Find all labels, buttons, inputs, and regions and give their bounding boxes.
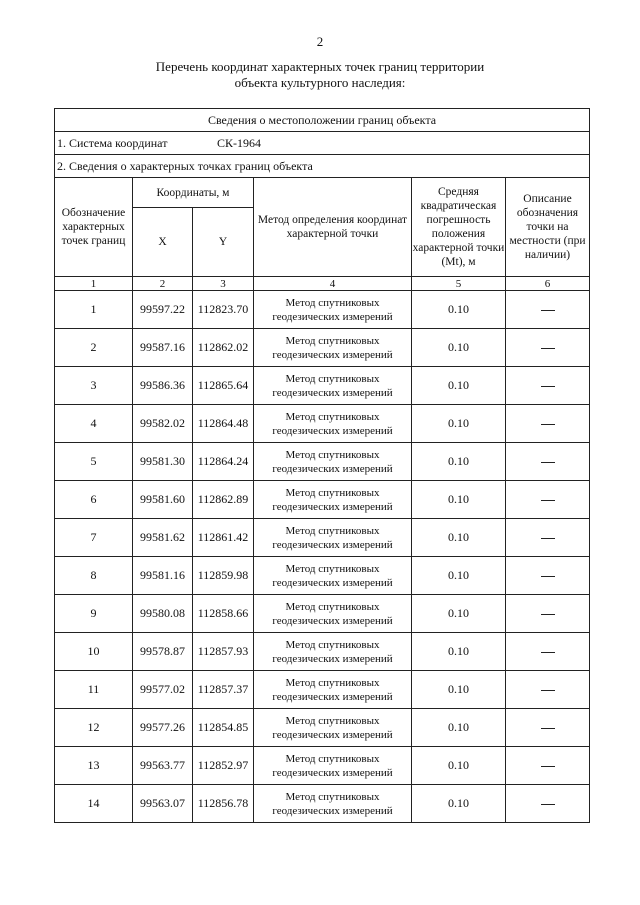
coordinate-system-row [55, 132, 590, 155]
coord-x: 99581.62 [133, 519, 193, 557]
dash-icon [541, 804, 555, 805]
coord-x: 99597.22 [133, 291, 193, 329]
method-cell [254, 709, 412, 747]
column-number: 4 [254, 277, 412, 291]
coord-x: 99563.77 [133, 747, 193, 785]
point-number: 9 [55, 595, 133, 633]
coord-x: 99581.60 [133, 481, 193, 519]
point-number: 5 [55, 443, 133, 481]
dash-icon [541, 386, 555, 387]
point-number: 13 [55, 747, 133, 785]
method-line-1: Метод спутниковых [285, 562, 380, 575]
title-line-1: Перечень координат характерных точек границ территории [155, 59, 485, 74]
page-number: 2 [316, 34, 324, 49]
dash-icon [541, 500, 555, 501]
coord-y: 112823.70 [193, 291, 254, 329]
mean-square-error: 0.10 [412, 519, 506, 557]
method-line-2: геодезических измерений [272, 310, 393, 323]
method-line-2: геодезических измерений [272, 804, 393, 817]
table-row [55, 709, 590, 747]
coord-x: 99578.87 [133, 633, 193, 671]
method-line-2: геодезических измерений [272, 424, 393, 437]
method-line-1: Метод спутниковых [285, 448, 380, 461]
point-number: 11 [55, 671, 133, 709]
description-cell [506, 329, 590, 367]
method-cell [254, 671, 412, 709]
method-line-2: геодезических измерений [272, 766, 393, 779]
method-cell [254, 747, 412, 785]
description-cell [506, 671, 590, 709]
method-line-2: геодезических измерений [272, 728, 393, 741]
description-cell [506, 481, 590, 519]
coord-y: 112864.48 [193, 405, 254, 443]
description-cell [506, 367, 590, 405]
table-row [55, 291, 590, 329]
table-row [55, 481, 590, 519]
method-line-1: Метод спутниковых [285, 752, 380, 765]
table-row [55, 595, 590, 633]
mean-square-error: 0.10 [412, 557, 506, 595]
method-cell [254, 785, 412, 823]
mean-square-error: 0.10 [412, 747, 506, 785]
mean-square-error: 0.10 [412, 329, 506, 367]
table-row [55, 671, 590, 709]
method-line-2: геодезических измерений [272, 690, 393, 703]
method-cell [254, 329, 412, 367]
dash-icon [541, 538, 555, 539]
coordinate-system-label: 1. Система координат [57, 135, 168, 150]
mean-square-error: 0.10 [412, 481, 506, 519]
point-number: 12 [55, 709, 133, 747]
dash-icon [541, 576, 555, 577]
location-header: Сведения о местоположении границ объекта [55, 109, 590, 132]
coord-y: 112862.89 [193, 481, 254, 519]
method-cell [254, 633, 412, 671]
mean-square-error: 0.10 [412, 291, 506, 329]
description-cell [506, 443, 590, 481]
table-row [55, 443, 590, 481]
column-number: 2 [133, 277, 193, 291]
document-title [0, 59, 640, 91]
coordinates-table [54, 108, 590, 823]
method-line-2: геодезических измерений [272, 538, 393, 551]
points-section-header: 2. Сведения о характерных точках границ объекта [55, 155, 590, 178]
dash-icon [541, 462, 555, 463]
point-number: 1 [55, 291, 133, 329]
coord-y: 112862.02 [193, 329, 254, 367]
coord-y: 112856.78 [193, 785, 254, 823]
mean-square-error: 0.10 [412, 595, 506, 633]
col-method-header: Метод определения координат характерной точки [254, 178, 412, 277]
description-cell [506, 709, 590, 747]
method-cell [254, 519, 412, 557]
mean-square-error: 0.10 [412, 367, 506, 405]
coord-y: 112857.93 [193, 633, 254, 671]
method-line-2: геодезических измерений [272, 462, 393, 475]
coord-y: 112858.66 [193, 595, 254, 633]
method-line-1: Метод спутниковых [285, 334, 380, 347]
coord-y: 112852.97 [193, 747, 254, 785]
col-coordinates-header: Координаты, м [133, 178, 254, 208]
coordinate-system-value: СК-1964 [217, 135, 262, 150]
column-number: 6 [506, 277, 590, 291]
description-cell [506, 633, 590, 671]
method-cell [254, 595, 412, 633]
description-cell [506, 557, 590, 595]
method-line-2: геодезических измерений [272, 576, 393, 589]
method-cell [254, 557, 412, 595]
mean-square-error: 0.10 [412, 405, 506, 443]
description-cell [506, 291, 590, 329]
table-row [55, 557, 590, 595]
table-row [55, 519, 590, 557]
coord-y: 112859.98 [193, 557, 254, 595]
coord-x: 99587.16 [133, 329, 193, 367]
dash-icon [541, 614, 555, 615]
col-x-header: X [133, 208, 193, 277]
dash-icon [541, 728, 555, 729]
dash-icon [541, 310, 555, 311]
coord-x: 99581.30 [133, 443, 193, 481]
coord-x: 99581.16 [133, 557, 193, 595]
method-line-1: Метод спутниковых [285, 790, 380, 803]
title-line-2: объекта культурного наследия: [234, 75, 406, 90]
col-error-header: Средняя квадратическая погрешность положения характерной точки (Mt), м [412, 178, 506, 277]
method-line-2: геодезических измерений [272, 500, 393, 513]
method-line-2: геодезических измерений [272, 614, 393, 627]
mean-square-error: 0.10 [412, 785, 506, 823]
mean-square-error: 0.10 [412, 633, 506, 671]
method-line-1: Метод спутниковых [285, 410, 380, 423]
description-cell [506, 405, 590, 443]
method-line-2: геодезических измерений [272, 652, 393, 665]
point-number: 14 [55, 785, 133, 823]
point-number: 8 [55, 557, 133, 595]
description-cell [506, 519, 590, 557]
coord-y: 112854.85 [193, 709, 254, 747]
method-cell [254, 443, 412, 481]
table-row [55, 747, 590, 785]
method-line-2: геодезических измерений [272, 386, 393, 399]
method-line-1: Метод спутниковых [285, 676, 380, 689]
mean-square-error: 0.10 [412, 443, 506, 481]
coord-y: 112864.24 [193, 443, 254, 481]
table-row [55, 329, 590, 367]
description-cell [506, 595, 590, 633]
method-line-1: Метод спутниковых [285, 296, 380, 309]
column-number: 1 [55, 277, 133, 291]
coord-x: 99563.07 [133, 785, 193, 823]
coord-y: 112865.64 [193, 367, 254, 405]
method-line-1: Метод спутниковых [285, 600, 380, 613]
table-row [55, 633, 590, 671]
point-number: 2 [55, 329, 133, 367]
dash-icon [541, 424, 555, 425]
method-line-1: Метод спутниковых [285, 372, 380, 385]
column-number-row [55, 277, 590, 291]
method-line-1: Метод спутниковых [285, 486, 380, 499]
coord-x: 99577.02 [133, 671, 193, 709]
table-row [55, 367, 590, 405]
col-description-header: Описание обозначения точки на местности (при наличии) [506, 178, 590, 277]
dash-icon [541, 652, 555, 653]
description-cell [506, 747, 590, 785]
point-number: 3 [55, 367, 133, 405]
col-designation-header: Обозначение характерных точек границ [55, 178, 133, 277]
col-y-header: Y [193, 208, 254, 277]
table-row [55, 785, 590, 823]
coord-x: 99586.36 [133, 367, 193, 405]
point-number: 10 [55, 633, 133, 671]
coord-x: 99577.26 [133, 709, 193, 747]
coord-x: 99582.02 [133, 405, 193, 443]
dash-icon [541, 348, 555, 349]
point-number: 6 [55, 481, 133, 519]
column-number: 5 [412, 277, 506, 291]
method-line-1: Метод спутниковых [285, 524, 380, 537]
mean-square-error: 0.10 [412, 709, 506, 747]
method-cell [254, 291, 412, 329]
method-cell [254, 481, 412, 519]
dash-icon [541, 690, 555, 691]
method-line-1: Метод спутниковых [285, 714, 380, 727]
coord-y: 112857.37 [193, 671, 254, 709]
point-number: 7 [55, 519, 133, 557]
method-line-2: геодезических измерений [272, 348, 393, 361]
column-number: 3 [193, 277, 254, 291]
method-cell [254, 367, 412, 405]
method-cell [254, 405, 412, 443]
table-row [55, 405, 590, 443]
coord-y: 112861.42 [193, 519, 254, 557]
description-cell [506, 785, 590, 823]
coord-x: 99580.08 [133, 595, 193, 633]
method-line-1: Метод спутниковых [285, 638, 380, 651]
point-number: 4 [55, 405, 133, 443]
dash-icon [541, 766, 555, 767]
mean-square-error: 0.10 [412, 671, 506, 709]
